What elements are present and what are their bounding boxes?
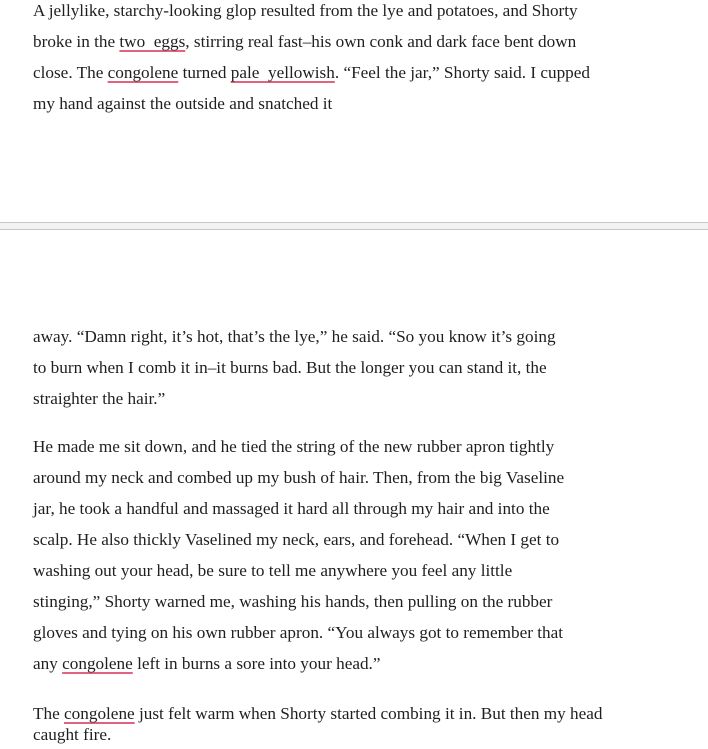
text-line: gloves and tying on his own rubber apron. “You always got to remember that — [33, 623, 564, 642]
text-line: around my neck and combed up my bush of hair. Then, from the big Vaseline — [33, 468, 565, 487]
text-run: . “Feel the jar,” Shorty said. I cupped — [334, 63, 590, 82]
spellcheck-flagged-word[interactable]: two eggs — [119, 32, 186, 51]
text-line — [33, 60, 590, 91]
spellcheck-flagged-word[interactable]: congolene — [64, 704, 135, 723]
text-line — [33, 703, 602, 724]
text-line: away. “Damn right, it’s hot, that’s the lye,” he said. “So you know it’s going — [33, 327, 556, 346]
text-run: left in burns a sore into your head.” — [132, 654, 381, 673]
text-line: to burn when I comb it in–it burns bad. But the longer you can stand it, the — [33, 358, 547, 377]
text-line — [33, 651, 564, 682]
paragraph-vaseline — [33, 434, 564, 682]
text-line — [33, 29, 590, 60]
paragraph-glop — [33, 0, 590, 122]
spellcheck-flagged-word[interactable]: congolene — [62, 654, 133, 673]
text-line: scalp. He also thickly Vaselined my neck, ears, and forehead. “When I get to — [33, 530, 560, 549]
text-run: any — [33, 654, 63, 673]
text-run: turned — [178, 63, 231, 82]
text-line: my hand against the outside and snatched it — [33, 94, 333, 113]
text-line: stinging,” Shorty warned me, washing his hands, then pulling on the rubber — [33, 592, 553, 611]
text-run: , stirring real fast–his own conk and dark face bent down — [185, 32, 577, 51]
spellcheck-flagged-word[interactable]: congolene — [107, 63, 179, 82]
text-line: A jellylike, starchy-looking glop resulted from the lye and potatoes, and Shorty — [33, 1, 578, 20]
text-line: jar, he took a handful and massaged it hard all through my hair and into the — [33, 499, 550, 518]
text-line: caught fire. — [33, 725, 112, 744]
text-run: close. The — [33, 63, 108, 82]
text-run: just felt warm when Shorty started combing it in. But then my head — [134, 704, 603, 723]
document-page-2 — [0, 229, 708, 749]
text-line: He made me sit down, and he tied the string of the new rubber apron tightly — [33, 437, 555, 456]
text-line: washing out your head, be sure to tell me anywhere you feel any little — [33, 561, 513, 580]
spellcheck-flagged-word[interactable]: pale yellowish — [230, 63, 335, 82]
paragraph-hot-lye — [33, 324, 556, 417]
text-run: broke in the — [33, 32, 120, 51]
text-run: The — [33, 704, 65, 723]
paragraph-head-fire — [33, 703, 602, 745]
text-line: straighter the hair.” — [33, 389, 166, 408]
document-page-1 — [0, 0, 708, 223]
